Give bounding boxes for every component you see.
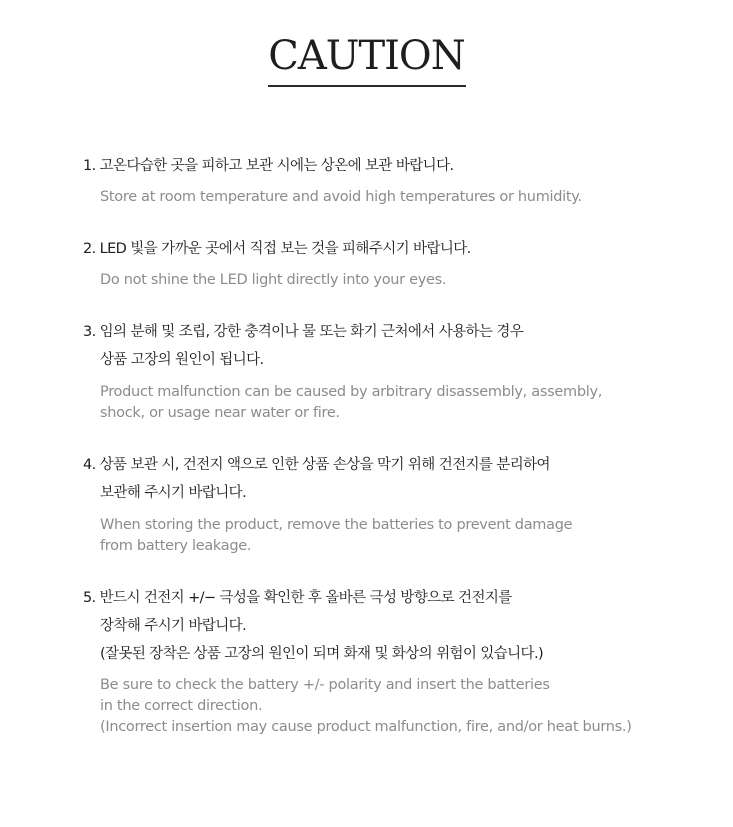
title-underline: [268, 85, 466, 87]
caution-item-5-en-line-2: in the correct direction.: [100, 698, 263, 714]
caution-item-5-en-line-3: (Incorrect insertion may cause product malfunction, fire, and/or heat burns.): [100, 719, 632, 735]
caution-item-2: [83, 238, 683, 291]
caution-item-3-en-line-1: Product malfunction can be caused by arbitrary disassembly, assembly,: [100, 384, 603, 400]
caution-item-5-en-line-1: Be sure to check the battery +/- polarity and insert the batteries: [100, 677, 550, 693]
caution-item-5-ko-line-3: (잘못된 장착은 상품 고장의 원인이 되며 화재 및 화상의 위험이 있습니다.): [100, 646, 544, 662]
caution-item-3-ko-line-2: 상품 고장의 원인이 됩니다.: [100, 352, 264, 368]
caution-item-3-ko-line-1: 3. 임의 분해 및 조립, 강한 충격이나 물 또는 화기 근처에서 사용하는 경우: [83, 324, 524, 340]
caution-item-1-en-line-1: Store at room temperature and avoid high temperatures or humidity.: [100, 189, 582, 205]
caution-item-1: [83, 155, 683, 208]
caution-item-1-ko-line-1: 1. 고온다습한 곳을 피하고 보관 시에는 상온에 보관 바랍니다.: [83, 158, 454, 174]
caution-item-5-ko-line-2: 장착해 주시기 바랍니다.: [100, 618, 247, 634]
caution-item-3-en-line-2: shock, or usage near water or fire.: [100, 405, 340, 421]
caution-item-4-en-line-1: When storing the product, remove the batteries to prevent damage: [100, 517, 573, 533]
caution-item-4-en-line-2: from battery leakage.: [100, 538, 252, 554]
caution-item-2-en-line-1: Do not shine the LED light directly into your eyes.: [100, 272, 447, 288]
caution-item-2-ko-line-1: 2. LED 빛을 가까운 곳에서 직접 보는 것을 피해주시기 바랍니다.: [83, 241, 471, 257]
page-title: CAUTION: [268, 33, 465, 79]
caution-item-5-ko-line-1: 5. 반드시 건전지 +/− 극성을 확인한 후 올바른 극성 방향으로 건전지를: [83, 590, 512, 606]
caution-item-5: [83, 587, 683, 738]
caution-item-4: [83, 454, 683, 557]
caution-item-3: [83, 321, 683, 424]
caution-item-4-ko-line-1: 4. 상품 보관 시, 건전지 액으로 인한 상품 손상을 막기 위해 건전지를 분리하여: [83, 457, 550, 473]
caution-item-4-ko-line-2: 보관해 주시기 바랍니다.: [100, 485, 247, 501]
